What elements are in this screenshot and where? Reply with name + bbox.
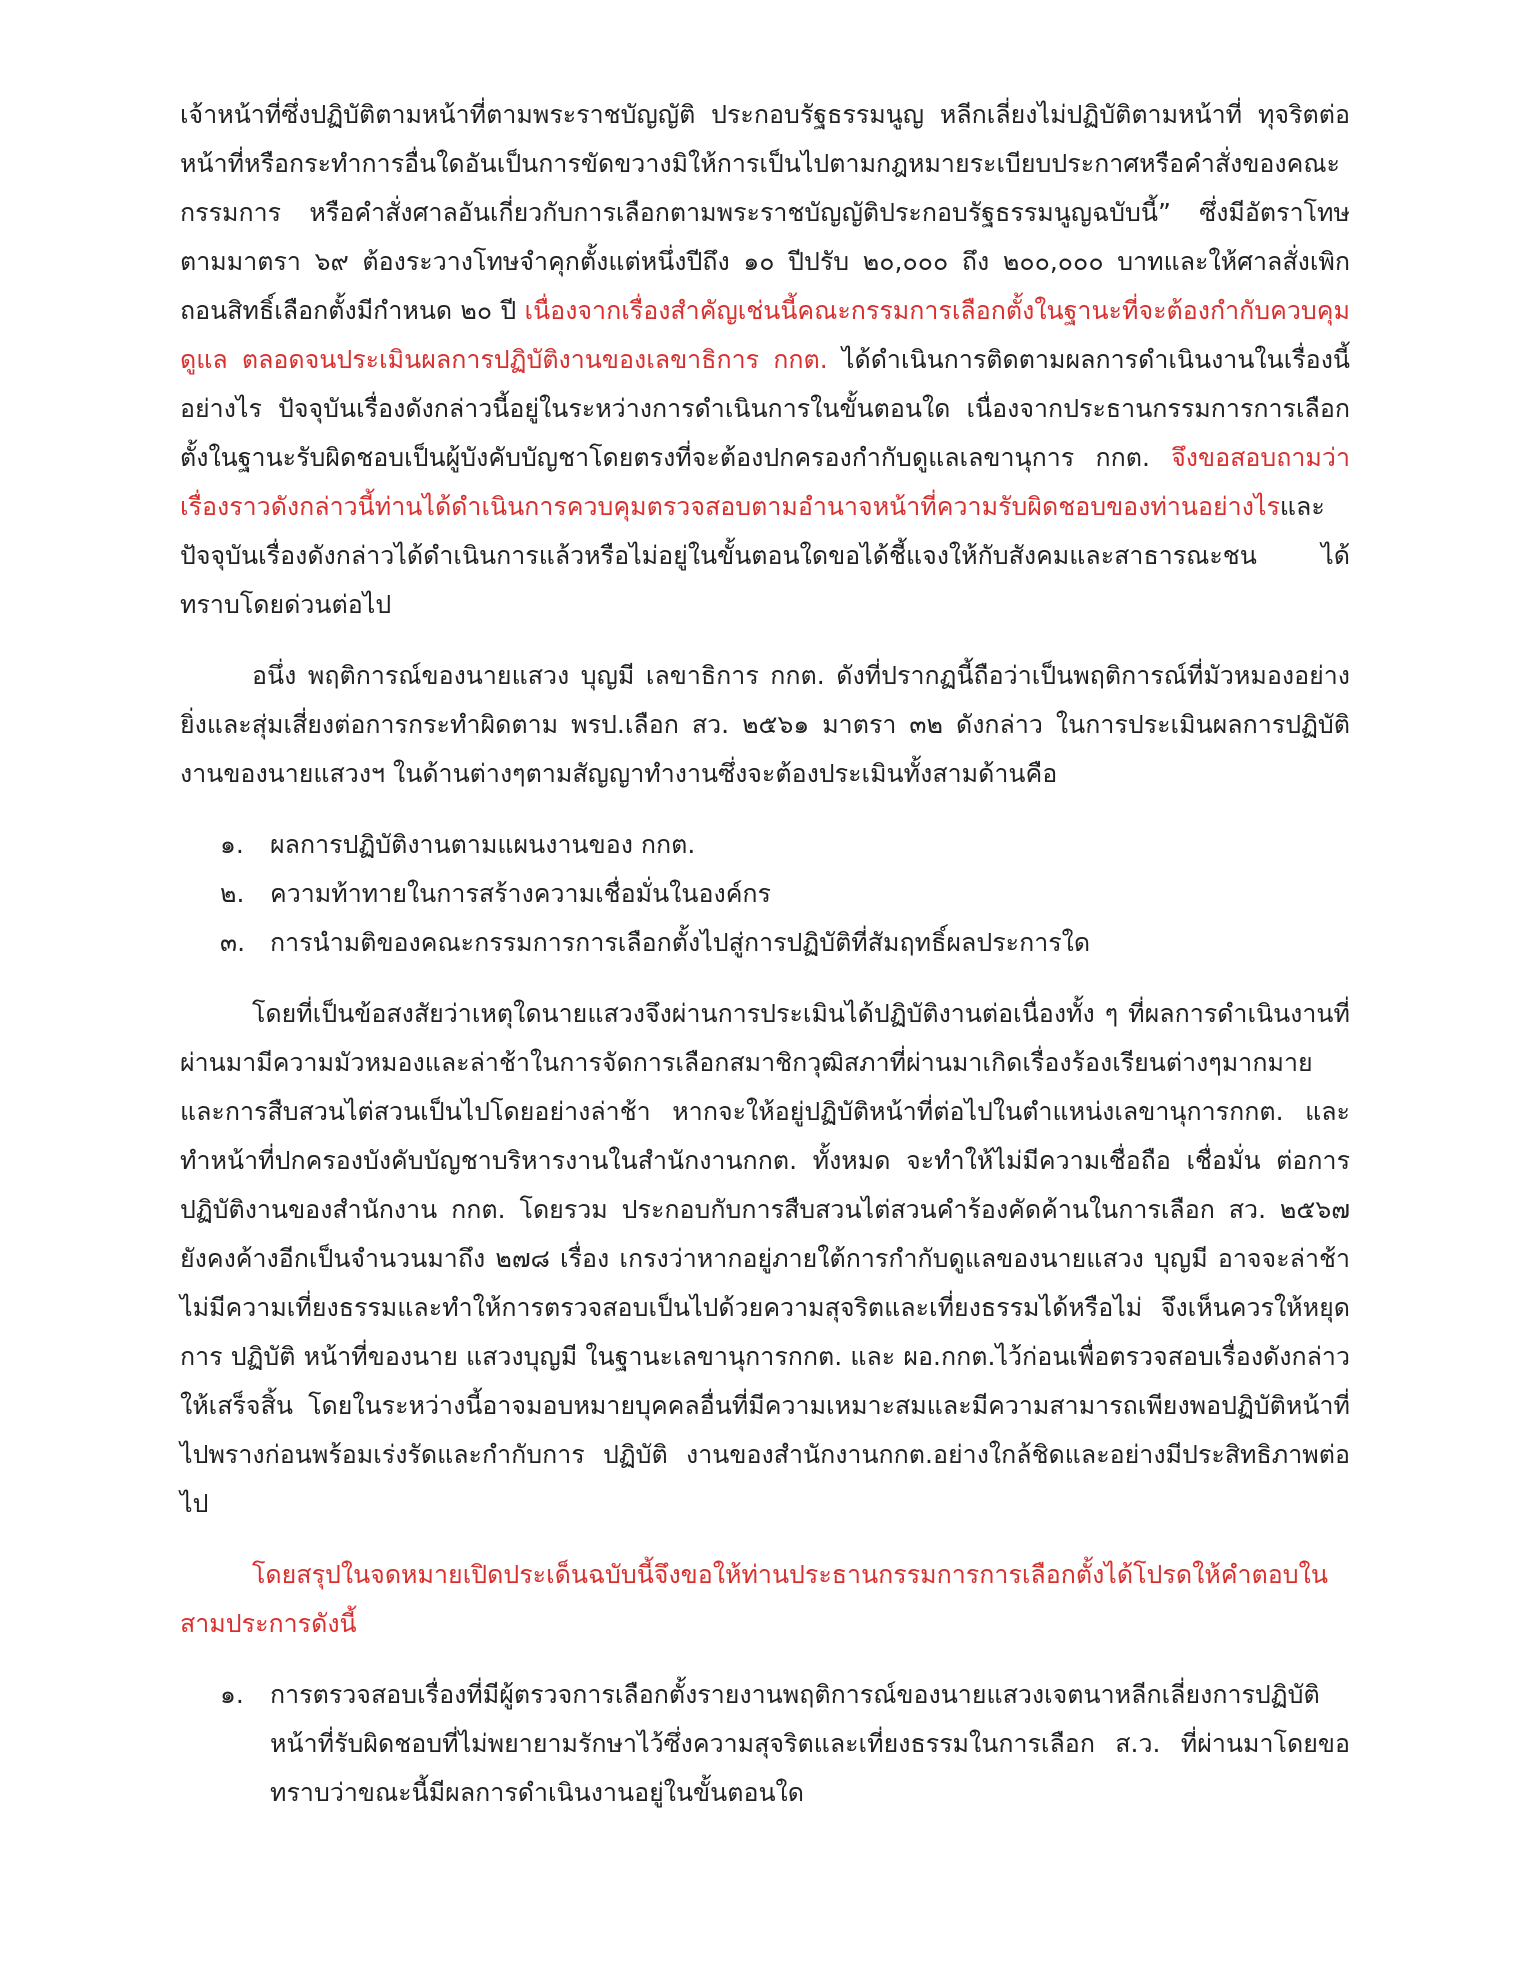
document-page: [180, 90, 1350, 1839]
list-item-text: การนำมติของคณะกรรมการการเลือกตั้งไปสู่การปฏิบัติที่สัมฤทธิ์ผลประการใด: [270, 928, 1091, 957]
paragraph-1-highlight-b: เนื่องจากเรื่องสำคัญเช่นนี้คณะกรรมการเลือกตั้งในฐานะที่จะต้องกำกับควบคุมดูแล ตลอดจนประเมินผลการปฏิบัติงานของเลขาธิการ กกต.: [180, 296, 1350, 374]
list-item-text: ความท้าทายในการสร้างความเชื่อมั่นในองค์กร: [270, 879, 771, 908]
evaluation-list: [180, 820, 1350, 967]
list-item-number: ๒.: [220, 879, 245, 908]
list-item-text: ผลการปฏิบัติงานตามแผนงานของ กกต.: [270, 830, 696, 859]
paragraph-4-summary: โดยสรุปในจดหมายเปิดประเด็นฉบับนี้จึงขอให้ท่านประธานกรรมการการเลือกตั้งได้โปรดให้คำตอบในสามประการดังนี้: [180, 1560, 1328, 1638]
paragraph-1-text-c: ได้ดำเนินการติดตามผลการดำเนินงานในเรื่องนี้อย่างไร ปัจจุบันเรื่องดังกล่าวนี้อยู่ในระหว่างการดำเนินการในขั้นตอนใด เนื่องจากประธานกรรมการการเลือกตั้งในฐานะรับผิดชอบเป็นผู้บังคับบัญชาโดยตรงที่จะต้องปกครองกำกับดูแลเลขานุการ กกต.: [180, 345, 1350, 472]
list-item-number: ๑.: [220, 1680, 244, 1709]
list-item-number: ๑.: [220, 830, 244, 859]
paragraph-1-text-a: เจ้าหน้าที่ซึ่งปฏิบัติตามหน้าที่ตามพระราชบัญญัติ ประกอบรัฐธรรมนูญ หลีกเลี่ยงไม่ปฏิบัติตามหน้าที่ ทุจริตต่อหน้าที่หรือกระทำการอื่นใดอันเป็นการขัดขวางมิให้การเป็นไปตามกฎหมายระเบียบประกาศหรือคำสั่งของคณะกรรมการ หรือคำสั่งศาลอันเกี่ยวกับการเลือกตามพระราชบัญญัติประกอบรัฐธรรมนูญฉบับนี้” ซึ่งมีอัตราโทษตามมาตรา ๖๙ ต้องระวางโทษจำคุกตั้งแต่หนึ่งปีถึง ๑๐ ปีปรับ ๒๐,๐๐๐ ถึง ๒๐๐,๐๐๐ บาทและให้ศาลสั่งเพิกถอนสิทธิ์เลือกตั้งมีกำหนด ๒๐ ปี: [180, 100, 1350, 325]
list-item: [180, 820, 1350, 869]
list-item: [180, 918, 1350, 967]
list-item: [180, 1670, 1350, 1817]
list-item-text: การตรวจสอบเรื่องที่มีผู้ตรวจการเลือกตั้งรายงานพฤติการณ์ของนายแสวงเจตนาหลีกเลี่ยงการปฏิบัติหน้าที่รับผิดชอบที่ไม่พยายามรักษาไว้ซึ่งความสุจริตและเที่ยงธรรมในการเลือก ส.ว. ที่ผ่านมาโดยขอทราบว่าขณะนี้มีผลการดำเนินงานอยู่ในขั้นตอนใด: [270, 1680, 1350, 1807]
paragraph-1-highlight-d: จึงขอสอบถามว่าเรื่องราวดังกล่าวนี้ท่านได้ดำเนินการควบคุมตรวจสอบตามอำนาจหน้าที่ความรับผิดชอบของท่านอย่างไร: [180, 443, 1350, 521]
paragraph-1-text-e: และปัจจุบันเรื่องดังกล่าวได้ดำเนินการแล้วหรือไม่อยู่ในขั้นตอนใดขอได้ชี้แจงให้กับสังคมและสาธารณะชน ได้ทราบโดยด่วนต่อไป: [180, 492, 1350, 619]
paragraph-3: โดยที่เป็นข้อสงสัยว่าเหตุใดนายแสวงจึงผ่านการประเมินได้ปฏิบัติงานต่อเนื่องทั้ง ๆ ที่ผลการดำเนินงานที่ผ่านมามีความมัวหมองและล่าช้าในการจัดการเลือกสมาชิกวุฒิสภาที่ผ่านมาเกิดเรื่องร้องเรียนต่างๆมากมายและการสืบสวนไต่สวนเป็นไปโดยอย่างล่าช้า หากจะให้อยู่ปฏิบัติหน้าที่ต่อไปในตำแหน่งเลขานุการกกต. และทำหน้าที่ปกครองบังคับบัญชาบริหารงานในสำนักงานกกต. ทั้งหมด จะทำให้ไม่มีความเชื่อถือ เชื่อมั่น ต่อการปฏิบัติงานของสำนักงาน กกต. โดยรวม ประกอบกับการสืบสวนไต่สวนคำร้องคัดค้านในการเลือก สว. ๒๕๖๗ ยังคงค้างอีกเป็นจำนวนมาถึง ๒๗๘ เรื่อง เกรงว่าหากอยู่ภายใต้การกำกับดูแลของนายแสวง บุญมี อาจจะล่าช้าไม่มีความเที่ยงธรรมและทำให้การตรวจสอบเป็นไปด้วยความสุจริตและเที่ยงธรรมได้หรือไม่ จึงเห็นควรให้หยุดการ ปฏิบัติ หน้าที่ของนาย แสวงบุญมี ในฐานะเลขานุการกกต. และ ผอ.กกต.ไว้ก่อนเพื่อตรวจสอบเรื่องดังกล่าวให้เสร็จสิ้น โดยในระหว่างนี้อาจมอบหมายบุคคลอื่นที่มีความเหมาะสมและมีความสามารถเพียงพอปฏิบัติหน้าที่ไปพรางก่อนพร้อมเร่งรัดและกำกับการ ปฏิบัติ งานของสำนักงานกกต.อย่างใกล้ชิดและอย่างมีประสิทธิภาพต่อไป: [180, 999, 1350, 1518]
question-list: [180, 1670, 1350, 1817]
paragraph-2: อนึ่ง พฤติการณ์ของนายแสวง บุญมี เลขาธิการ กกต. ดังที่ปรากฏนี้ถือว่าเป็นพฤติการณ์ที่มัวหมองอย่างยิ่งและสุ่มเสี่ยงต่อการกระทำผิดตาม พรป.เลือก สว. ๒๕๖๑ มาตรา ๓๒ ดังกล่าว ในการประเมินผลการปฏิบัติงานของนายแสวงฯ ในด้านต่างๆตามสัญญาทำงานซึ่งจะต้องประเมินทั้งสามด้านคือ: [180, 661, 1350, 788]
list-item: [180, 869, 1350, 918]
paragraph-1: [180, 90, 1350, 629]
list-item-number: ๓.: [220, 928, 246, 957]
